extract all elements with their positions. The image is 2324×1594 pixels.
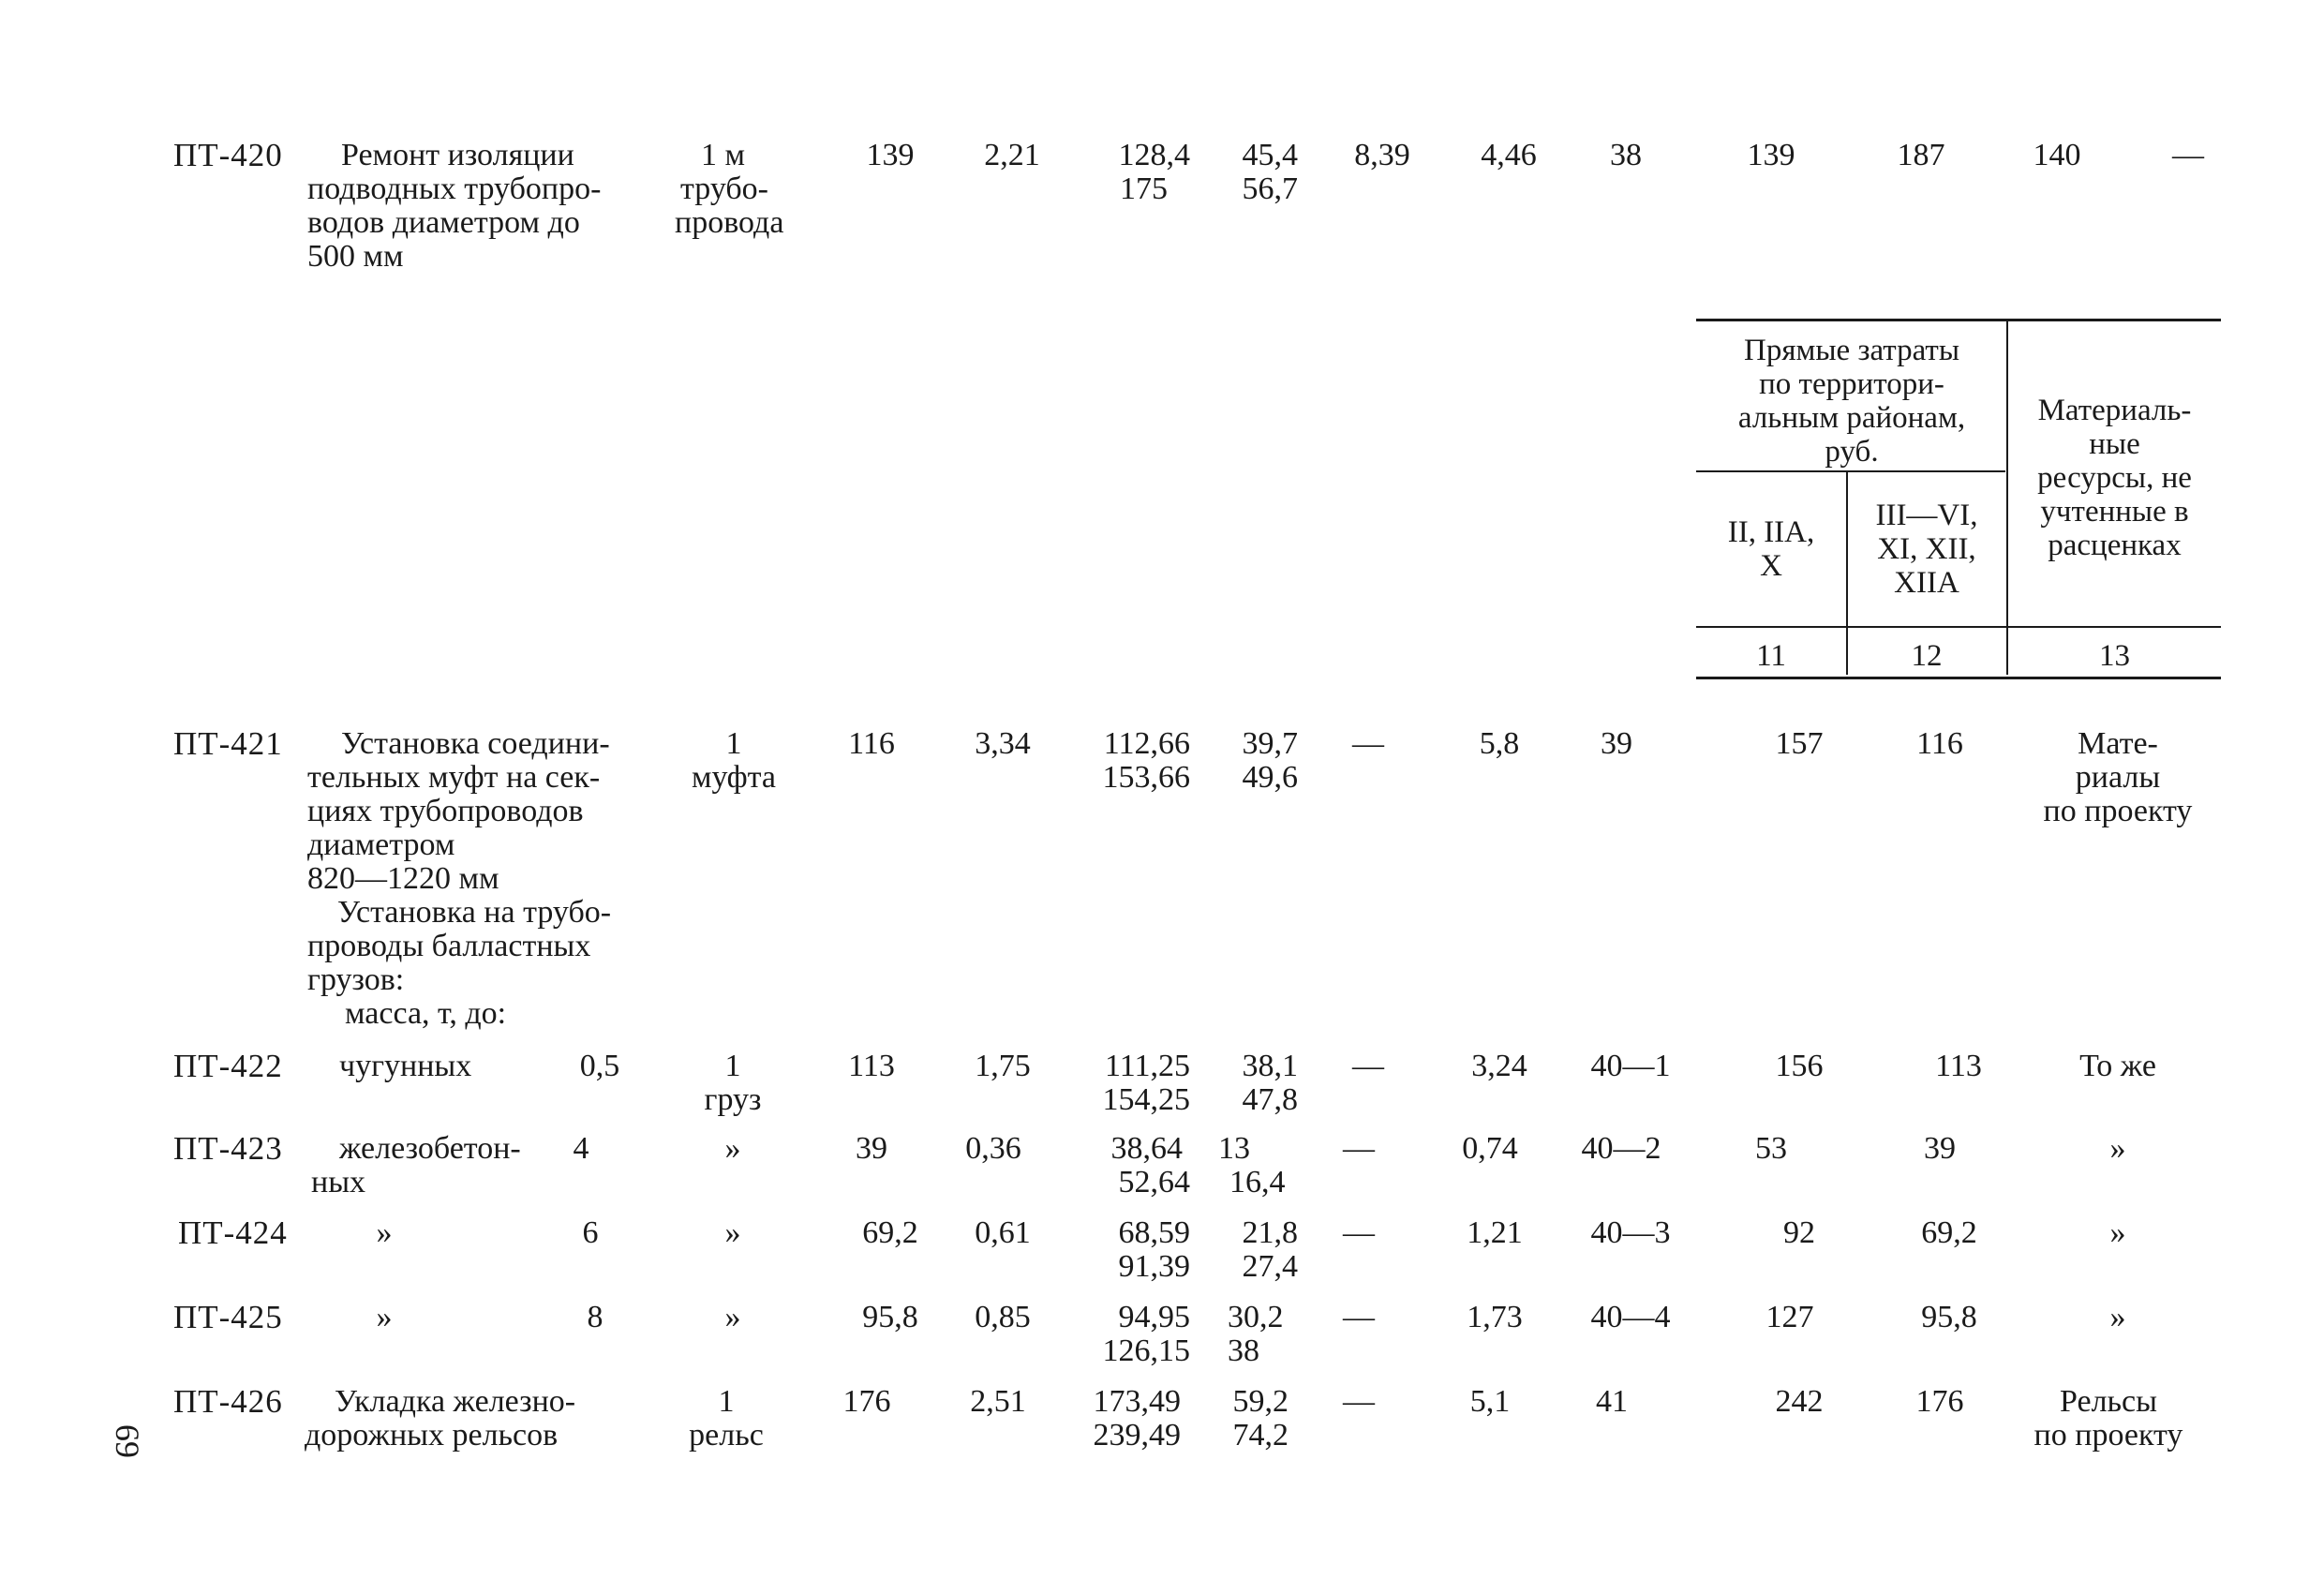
row-unit-pt422	[686, 1050, 780, 1117]
cell-c10-pt420: 38	[1610, 138, 1642, 172]
cell-c4-pt422: 113	[848, 1049, 895, 1083]
group-line: масса, т, до:	[345, 996, 507, 1031]
header-col13-label	[2008, 394, 2221, 562]
cell-c4-pt425: 95,8	[862, 1300, 918, 1334]
header-line: II, IIA,	[1727, 515, 1815, 549]
row-description-pt426	[305, 1385, 661, 1452]
desc-line: водов диаметром до	[307, 205, 580, 240]
cell-c9-pt420: 4,46	[1481, 138, 1537, 172]
row-mass-pt425: 8	[587, 1300, 603, 1334]
cell-c4-pt424: 69,2	[862, 1215, 918, 1250]
c7-line: 27,4	[1242, 1249, 1298, 1284]
c7-line: 49,6	[1242, 760, 1298, 795]
unit-line: 1	[725, 726, 742, 761]
cell-c10-pt421: 39	[1601, 726, 1632, 761]
group-heading-ballast	[307, 896, 663, 1031]
cell-c13-pt424: »	[2109, 1215, 2126, 1250]
header-col13-number: 13	[2099, 639, 2130, 673]
row-unit-pt426	[679, 1385, 773, 1452]
cell-c8-pt421: —	[1352, 726, 1384, 761]
header-top-rule	[1696, 319, 2221, 321]
row-code-pt423: ПТ-423	[173, 1130, 283, 1167]
header-line: ные	[2089, 427, 2140, 461]
cell-c10-pt426: 41	[1596, 1384, 1628, 1419]
header-col12-label	[1848, 499, 2005, 600]
row-code-pt422: ПТ-422	[173, 1048, 283, 1084]
row-unit-pt424: »	[724, 1215, 741, 1250]
desc-line: циях трубопроводов	[307, 794, 584, 828]
desc-line: 820—1220 мм	[307, 861, 499, 896]
name-line: железобетон-	[339, 1131, 521, 1166]
cell-c4-pt420: 139	[866, 138, 915, 172]
cell-c12-pt420: 187	[1897, 138, 1945, 172]
unit-line: 1	[718, 1384, 735, 1419]
c13-line: риалы	[2075, 760, 2161, 795]
cell-c10-pt424: 40—3	[1590, 1215, 1671, 1250]
c6-line: 128,4	[1118, 138, 1190, 172]
cell-c8-pt420: 8,39	[1354, 138, 1410, 172]
c7-line: 74,2	[1232, 1418, 1289, 1452]
cell-c13-pt426	[2005, 1385, 2212, 1452]
c13-line: по проекту	[2034, 1418, 2183, 1452]
page-number: 69	[109, 1424, 146, 1458]
row-name-pt422: чугунных	[339, 1049, 472, 1083]
c7-line: 38,1	[1242, 1049, 1298, 1083]
desc-line: Установка соедини-	[341, 726, 610, 761]
header-line: альным районам,	[1737, 401, 1966, 435]
c6-line: 153,66	[1102, 760, 1190, 795]
cell-c14-pt420: —	[2172, 138, 2204, 172]
cell-c5-pt421: 3,34	[975, 726, 1031, 761]
c13-line: Мате-	[2078, 726, 2158, 761]
header-line: Прямые затраты	[1743, 334, 1959, 367]
row-name-pt425: »	[376, 1300, 393, 1334]
c6-line: 68,59	[1118, 1215, 1190, 1250]
c6-line: 154,25	[1102, 1082, 1190, 1117]
c7-line: 30,2	[1228, 1300, 1284, 1334]
unit-line: 1	[724, 1049, 741, 1083]
c13-line: по проекту	[2043, 794, 2193, 828]
cell-c8-pt423: —	[1343, 1131, 1375, 1166]
cell-c11-pt423: 53	[1755, 1131, 1787, 1166]
row-mass-pt423: 4	[573, 1131, 589, 1166]
c7-line: 21,8	[1242, 1215, 1298, 1250]
unit-line: трубо-	[680, 171, 768, 206]
c6-line: 52,64	[1118, 1165, 1190, 1199]
cell-c4-pt423: 39	[856, 1131, 887, 1166]
cell-c7-pt420	[1199, 139, 1298, 206]
cell-c10-pt425: 40—4	[1590, 1300, 1671, 1334]
group-line: проводы балластных	[307, 929, 591, 963]
cell-c6-pt425	[1078, 1301, 1190, 1368]
row-mass-pt424: 6	[582, 1215, 599, 1250]
row-code-pt421: ПТ-421	[173, 725, 283, 762]
desc-line: Ремонт изоляции	[341, 138, 574, 172]
cell-c8-pt424: —	[1343, 1215, 1375, 1250]
cell-c12-pt422: 113	[1935, 1049, 1982, 1083]
desc-line: Укладка железно-	[335, 1384, 576, 1419]
cell-c6-pt426	[1068, 1385, 1181, 1452]
cell-c7-pt425	[1228, 1301, 1326, 1368]
cell-c11-pt422: 156	[1775, 1049, 1824, 1083]
c13-line: Рельсы	[2060, 1384, 2157, 1419]
cell-c9-pt422: 3,24	[1471, 1049, 1527, 1083]
c6-line: 239,49	[1093, 1418, 1181, 1452]
cell-c5-pt426: 2,51	[970, 1384, 1026, 1419]
cell-c6-pt423	[1078, 1132, 1190, 1199]
desc-line: 500 мм	[307, 239, 404, 274]
cell-c5-pt422: 1,75	[975, 1049, 1031, 1083]
c7-line: 13	[1218, 1131, 1250, 1166]
header-line: X	[1760, 549, 1782, 583]
header-line: III—VI,	[1875, 499, 1978, 532]
header-line: XIIA	[1894, 566, 1959, 600]
cell-c11-pt425: 127	[1765, 1300, 1814, 1334]
cell-c11-pt424: 92	[1783, 1215, 1815, 1250]
cell-c8-pt425: —	[1343, 1300, 1375, 1334]
cell-c9-pt421: 5,8	[1479, 726, 1520, 761]
unit-line: груз	[704, 1082, 762, 1117]
cell-c9-pt423: 0,74	[1462, 1131, 1518, 1166]
row-code-pt420: ПТ-420	[173, 137, 283, 173]
desc-line: дорожных рельсов	[305, 1418, 559, 1452]
cell-c4-pt426: 176	[842, 1384, 891, 1419]
unit-line: провода	[675, 205, 784, 240]
c7-line: 39,7	[1242, 726, 1298, 761]
desc-line: тельных муфт на сек-	[307, 760, 601, 795]
desc-line: диаметром	[307, 827, 455, 862]
row-unit-pt421	[682, 727, 785, 795]
header-line: XI, XII,	[1877, 532, 1976, 566]
c7-line: 16,4	[1229, 1165, 1286, 1199]
c6-line: 38,64	[1110, 1131, 1183, 1166]
header-col12-number: 12	[1911, 639, 1943, 673]
cell-c12-pt424: 69,2	[1921, 1215, 1977, 1250]
c7-line: 45,4	[1242, 138, 1298, 172]
cell-c7-pt423	[1218, 1132, 1317, 1199]
row-name-pt423	[311, 1131, 521, 1199]
header-line: Материаль-	[2037, 394, 2192, 427]
header-numbers-rule	[1696, 626, 2221, 628]
c7-line: 38	[1228, 1333, 1259, 1368]
cell-c4-pt421: 116	[848, 726, 895, 761]
cell-c9-pt424: 1,21	[1467, 1215, 1523, 1250]
cell-c7-pt421	[1199, 727, 1298, 795]
header-line: по территори-	[1759, 367, 1944, 401]
cell-c5-pt423: 0,36	[965, 1131, 1021, 1166]
cell-c5-pt425: 0,85	[975, 1300, 1031, 1334]
row-description-pt420	[307, 139, 663, 274]
unit-line: муфта	[691, 760, 777, 795]
row-name-pt424: »	[376, 1215, 393, 1250]
c6-line: 126,15	[1102, 1333, 1190, 1368]
row-code-pt425: ПТ-425	[173, 1299, 283, 1335]
c7-line: 56,7	[1242, 171, 1298, 206]
row-unit-pt425: »	[724, 1300, 741, 1334]
row-description-pt421	[307, 727, 663, 896]
cell-c13-pt421	[2015, 727, 2221, 828]
header-line: учтенные в	[2040, 495, 2189, 529]
cell-c13-pt423: »	[2109, 1131, 2126, 1166]
row-unit-pt423: »	[724, 1131, 741, 1166]
cell-c13-pt422: То же	[2079, 1049, 2156, 1083]
cell-c9-pt426: 5,1	[1469, 1384, 1511, 1419]
cell-c8-pt426: —	[1343, 1384, 1375, 1419]
cell-c7-pt422	[1199, 1050, 1298, 1117]
header-sub-rule	[1696, 470, 2005, 472]
cell-c13-pt420: 140	[2033, 138, 2081, 172]
c6-line: 111,25	[1105, 1049, 1190, 1083]
cell-c12-pt421: 116	[1916, 726, 1963, 761]
header-line: расценках	[2048, 529, 2182, 562]
cell-c10-pt423: 40—2	[1581, 1131, 1661, 1166]
c6-line: 91,39	[1118, 1249, 1190, 1284]
header-line: руб.	[1825, 435, 1879, 469]
c6-line: 173,49	[1093, 1384, 1181, 1419]
unit-line: 1 м	[701, 138, 746, 172]
c6-line: 112,66	[1103, 726, 1190, 761]
header-col11-number: 11	[1756, 639, 1786, 673]
cell-c11-pt421: 157	[1775, 726, 1824, 761]
row-mass-pt422: 0,5	[579, 1049, 620, 1083]
cell-c6-pt420	[1078, 139, 1190, 206]
header-col11-label	[1698, 515, 1844, 583]
cell-c12-pt425: 95,8	[1921, 1300, 1977, 1334]
row-code-pt424: ПТ-424	[178, 1214, 288, 1251]
c7-line: 47,8	[1242, 1082, 1298, 1117]
cell-c9-pt425: 1,73	[1467, 1300, 1523, 1334]
cell-c12-pt426: 176	[1915, 1384, 1964, 1419]
cell-c6-pt421	[1078, 727, 1190, 795]
header-direct-costs	[1698, 334, 2005, 469]
cell-c11-pt420: 139	[1747, 138, 1795, 172]
cell-c8-pt422: —	[1352, 1049, 1384, 1083]
group-line: грузов:	[307, 962, 405, 997]
c6-line: 175	[1120, 171, 1168, 206]
c7-line: 59,2	[1232, 1384, 1289, 1419]
cell-c10-pt422: 40—1	[1590, 1049, 1671, 1083]
cell-c12-pt423: 39	[1924, 1131, 1956, 1166]
cell-c6-pt422	[1078, 1050, 1190, 1117]
c6-line: 94,95	[1118, 1300, 1190, 1334]
cell-c11-pt426: 242	[1775, 1384, 1824, 1419]
cell-c7-pt426	[1190, 1385, 1289, 1452]
cell-c7-pt424	[1199, 1216, 1298, 1284]
group-line: Установка на трубо-	[337, 895, 612, 930]
cell-c6-pt424	[1078, 1216, 1190, 1284]
desc-line: подводных трубопро-	[307, 171, 602, 206]
cell-c5-pt420: 2,21	[984, 138, 1040, 172]
cell-c5-pt424: 0,61	[975, 1215, 1031, 1250]
row-code-pt426: ПТ-426	[173, 1383, 283, 1420]
header-line: ресурсы, не	[2037, 461, 2192, 495]
unit-line: рельс	[689, 1418, 764, 1452]
row-unit-pt420	[675, 139, 783, 240]
cell-c13-pt425: »	[2109, 1300, 2126, 1334]
header-bottom-rule	[1696, 677, 2221, 679]
name-line: ных	[311, 1165, 366, 1199]
